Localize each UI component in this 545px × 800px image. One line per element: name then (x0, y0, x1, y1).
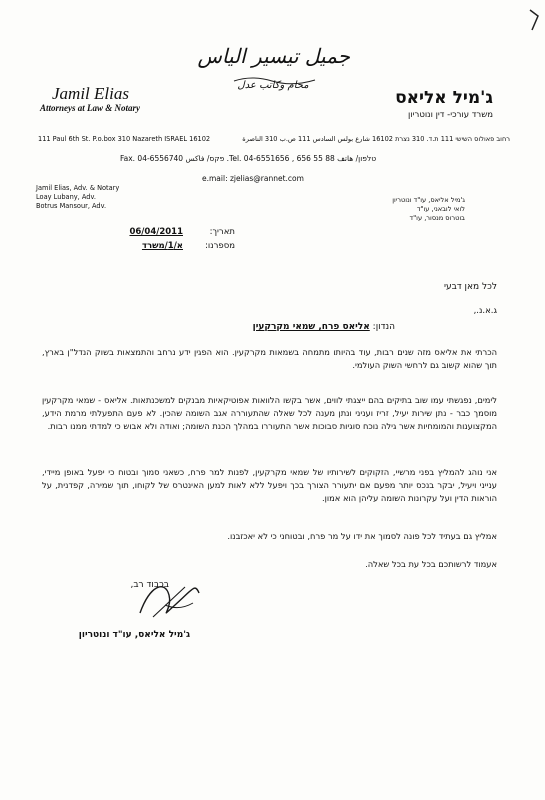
staff-he-item: בוטרוס מנסור, עו"ד (409, 214, 465, 222)
staff-en-item: Jamil Elias, Adv. & Notary (36, 184, 120, 192)
firm-name-he: ג'מיל אליאס (395, 88, 493, 108)
phone-fax-line: Fax. 04-6556740 פקס/ فاكس .Tel. 04-6551656 , 656 55 88 טלפון/ هاتف (120, 154, 377, 163)
reference-label: מספרנו: (205, 241, 235, 251)
greeting: ג.א.נ., (473, 306, 497, 316)
staff-en-item: Loay Lubany, Adv. (36, 193, 96, 201)
reference-value: א/1/משרד (141, 241, 183, 251)
addressee: לכל מאן דבעי (443, 282, 497, 292)
edge-mark (528, 8, 540, 36)
address-en: 111 Paul 6th St. P.o.box 310 Nazareth ISRAEL 16102 (38, 135, 211, 143)
staff-list-en (36, 184, 119, 211)
firm-name-en: Jamil Elias (52, 84, 129, 103)
staff-he-item: ג'מיל אליאס, עו"ד ונוטריון (392, 196, 465, 204)
staff-en-item: Botrus Mansour, Adv. (36, 202, 107, 210)
address-ar: شارع بولس السادس 111 ص.ب 310 الناصرة (242, 135, 370, 143)
signature-name: ג'מיל אליאס, עו"ד ונוטריון (78, 630, 190, 640)
date-label: תאריך: (209, 227, 235, 237)
paragraph-2: לימים, נפגשתי עמו שוב בתיקים בהם ייצגתי לווים, אשר בקשו הלוואות אפוטיקאיות מבנקים למשכנתאות. אליאס - שמאי מקרקעין מוסמך כבר - נתן שירות יעיל, זריז ועניני ונתן מענה לכל שאלה שהתעוררה אגב השומה שהכין. לא פעם התפעלתי מרמת הידע, המקצוענות והמומחיות אשר גילה נוכח סוגיות סבוכות אשר התעוררו במהלך הכנת השומה; ואודה ולא אבוש כי למדתי ממנו רבות. (42, 395, 497, 431)
firm-subtitle-en: Attorneys at Law & Notary (40, 103, 141, 113)
paragraph-4: אמליץ גם בעתיד לכל פונה לסמוך את ידו על מר פרח, ובטוחני כי לא יאכזבנו. (227, 531, 497, 541)
paragraph-3: אני נוהג להמליץ בפני מרשיי, הזקוקים לשירותיו של שמאי מקרקעין, לפנות למר פרח, כשאני סמוך ובטוח כי יפעל באופן מיידי, ענייני ויעיל, יבקר בנכס יותר מפעם אם יתעורר הצורך בכך ויפעל ללא לאות למען האינטרס של לקוחו, תוך שמירה, קפדנית, על הוראות הדין ועל עקרונות השומה עליהן הוא אמון. (42, 467, 497, 503)
email-line: e.mail: zjelias@rannet.com (202, 174, 304, 183)
paragraph-5: אעמוד לרשותכם בכל עת בכל שאלה. (365, 559, 497, 569)
subject-text: אליאס פרח, שמאי מקרקעין (252, 322, 370, 332)
firm-subtitle-he: משרד עורכי- דין ונוטריון (408, 110, 493, 120)
staff-he-item: לואי לובאני, עו"ד (416, 205, 465, 213)
closing: בכבוד רב, (130, 580, 169, 590)
date-value: 06/04/2011 (129, 227, 183, 237)
handwritten-signature (135, 575, 205, 629)
address-line (38, 136, 510, 144)
arabic-logo-subtitle: محام وكاتب عدل (237, 80, 309, 91)
subject-label: הנדון: (372, 322, 395, 332)
arabic-logo: جميل تيسير الياس (197, 44, 350, 68)
address-he-ar (242, 136, 510, 144)
staff-list-he (392, 196, 465, 223)
paragraph-1: הכרתי את אליאס מזה שנים רבות, עוד בהיותו מתמחה בשמאות מקרקעין. הוא הפגין ידע נרחב והתמצאות בשוק הנדל"ן בארץ, תוך שהוא קשוב גם לרחשי השוק העולמי. (42, 347, 497, 370)
address-he: רחוב פאולוס השישי 111 ת.ד. 310 נצרת 16102 (372, 135, 510, 143)
subject-line (253, 322, 395, 332)
